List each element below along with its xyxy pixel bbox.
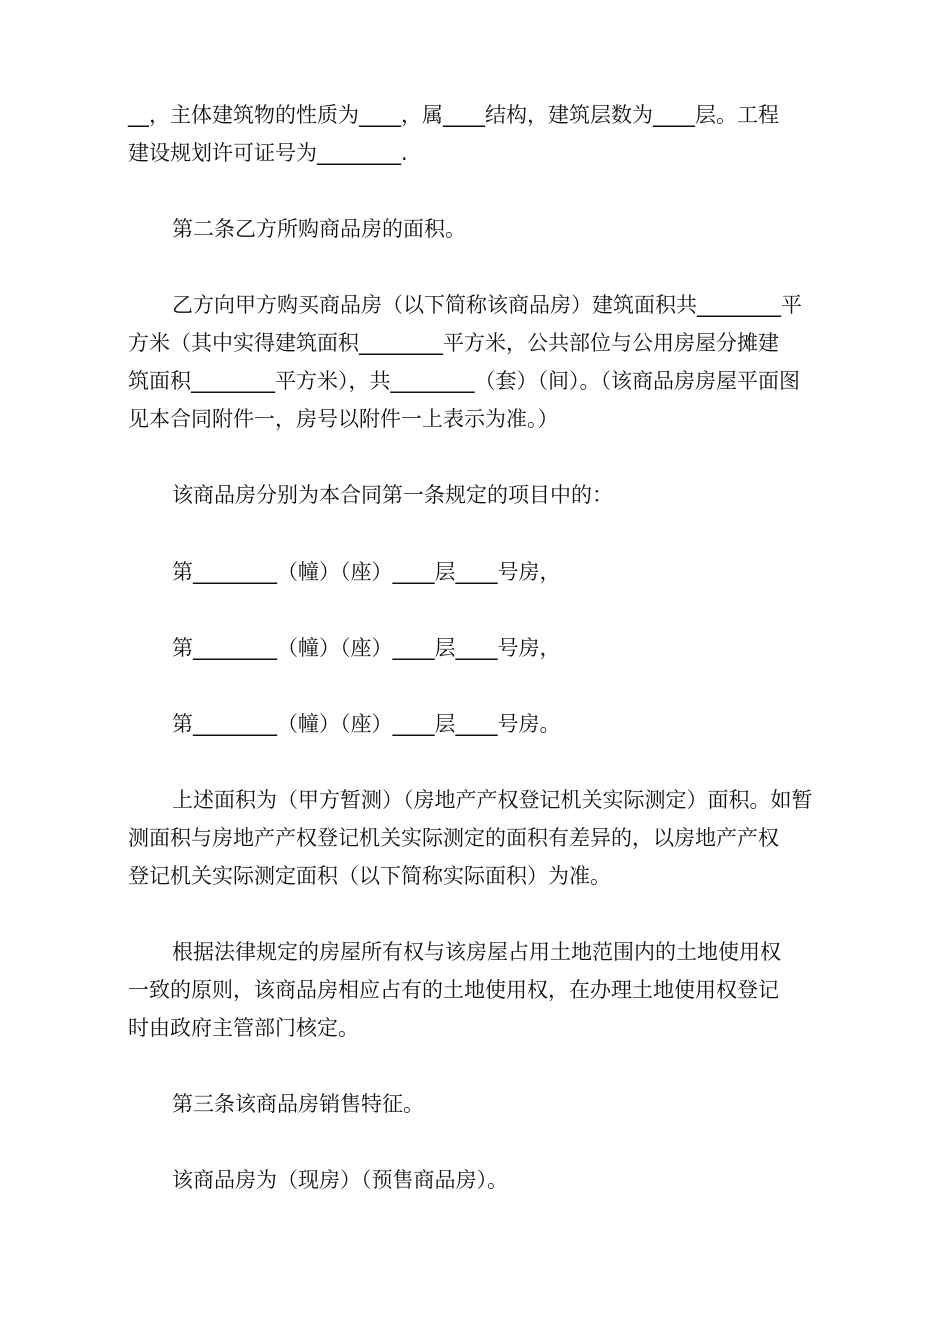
text-line: 根据法律规定的房屋所有权与该房屋占用土地范围内的土地使用权 (172, 940, 781, 964)
text-line: 第二条乙方所购商品房的面积。 (172, 217, 466, 241)
text-line: 该商品房为（现房）（预售商品房）。 (172, 1168, 508, 1192)
text-line: 方米（其中实得建筑面积________平方米，公共部位与公用房屋分摊建 (128, 331, 779, 355)
text-line: 登记机关实际测定面积（以下简称实际面积）为准。 (128, 864, 611, 888)
text-line: 该商品房分别为本合同第一条规定的项目中的： (172, 483, 613, 507)
text-line: 测面积与房地产产权登记机关实际测定的面积有差异的，以房地产产权 (128, 826, 779, 850)
paragraph-building-structure (128, 96, 822, 172)
paragraph-sales-feature (128, 1161, 822, 1199)
text-line: 见本合同附件一，房号以附件一上表示为准。） (128, 407, 559, 431)
text-line: 筑面积________平方米），共________（套）（间）。（该商品房房屋平面图 (128, 369, 800, 393)
unit-line-3 (128, 705, 822, 743)
text-line: 乙方向甲方购买商品房（以下简称该商品房）建筑面积共________平 (172, 293, 802, 317)
text-line: 上述面积为（甲方暂测）（房地产产权登记机关实际测定）面积。如暂 (172, 788, 813, 812)
text-line: 建设规划许可证号为________. (128, 141, 408, 165)
text-line: 一致的原则，该商品房相应占有的土地使用权，在办理土地使用权登记 (128, 978, 779, 1002)
text-line: 第________（幢）（座）____层____号房。 (172, 712, 561, 736)
text-line: 第________（幢）（座）____层____号房， (172, 560, 561, 584)
unit-line-2 (128, 629, 822, 667)
text-line: 时由政府主管部门核定。 (128, 1016, 359, 1040)
text-line: 第三条该商品房销售特征。 (172, 1092, 424, 1116)
heading-article-three (128, 1085, 822, 1123)
paragraph-land-use-right (128, 933, 822, 1047)
text-line: 第________（幢）（座）____层____号房， (172, 636, 561, 660)
paragraph-area-details (128, 286, 822, 438)
paragraph-units-intro (128, 476, 822, 514)
unit-line-1 (128, 553, 822, 591)
paragraph-area-measurement (128, 781, 822, 895)
heading-article-two (128, 210, 822, 248)
text-line: __，主体建筑物的性质为____，属____结构，建筑层数为____层。工程 (128, 103, 779, 127)
